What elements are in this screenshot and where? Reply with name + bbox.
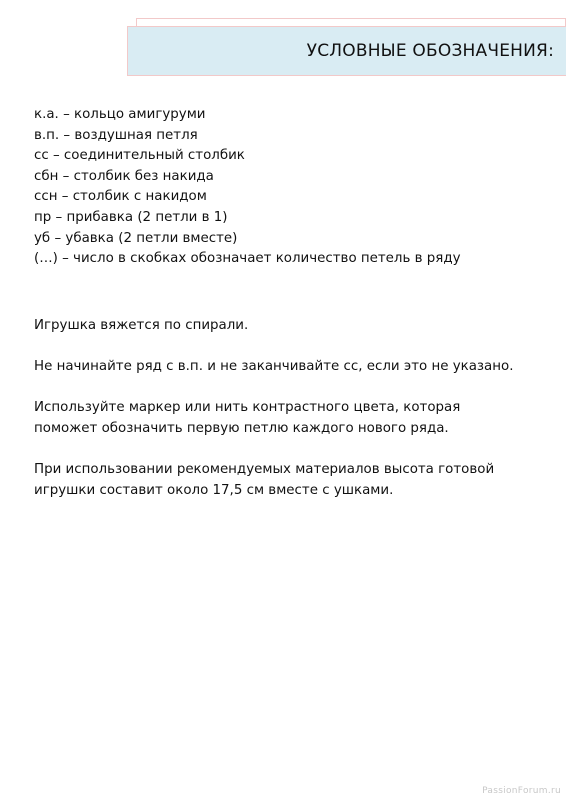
legend-item: ссн – столбик с накидом [34, 189, 207, 205]
abbreviation-legend [34, 105, 461, 270]
legend-item: уб – убавка (2 петли вместе) [34, 230, 238, 246]
legend-item: в.п. – воздушная петля [34, 127, 198, 143]
legend-item: пр – прибавка (2 петли в 1) [34, 209, 228, 225]
note-paragraph: При использовании рекомендуемых материалов высота готовой игрушки составит около 17,5 см вместе с ушками. [34, 462, 495, 498]
legend-item: сс – соединительный столбик [34, 148, 245, 164]
title-banner [127, 18, 566, 76]
instruction-notes [34, 316, 544, 522]
watermark: PassionForum.ru [482, 786, 561, 796]
note-paragraph: Используйте маркер или нить контрастного цвета, которая поможет обозначить первую петлю каждого нового ряда. [34, 400, 461, 436]
legend-item: (…) – число в скобках обозначает количество петель в ряду [34, 251, 461, 267]
legend-item: к.а. – кольцо амигуруми [34, 107, 206, 122]
note-paragraph: Игрушка вяжется по спирали. [34, 318, 249, 333]
page-title: УСЛОВНЫЕ ОБОЗНАЧЕНИЯ: [306, 41, 554, 61]
note-paragraph: Не начинайте ряд с в.п. и не заканчивайте сс, если это не указано. [34, 359, 514, 375]
banner-front-panel [127, 26, 566, 76]
legend-item: сбн – столбик без накида [34, 168, 214, 184]
